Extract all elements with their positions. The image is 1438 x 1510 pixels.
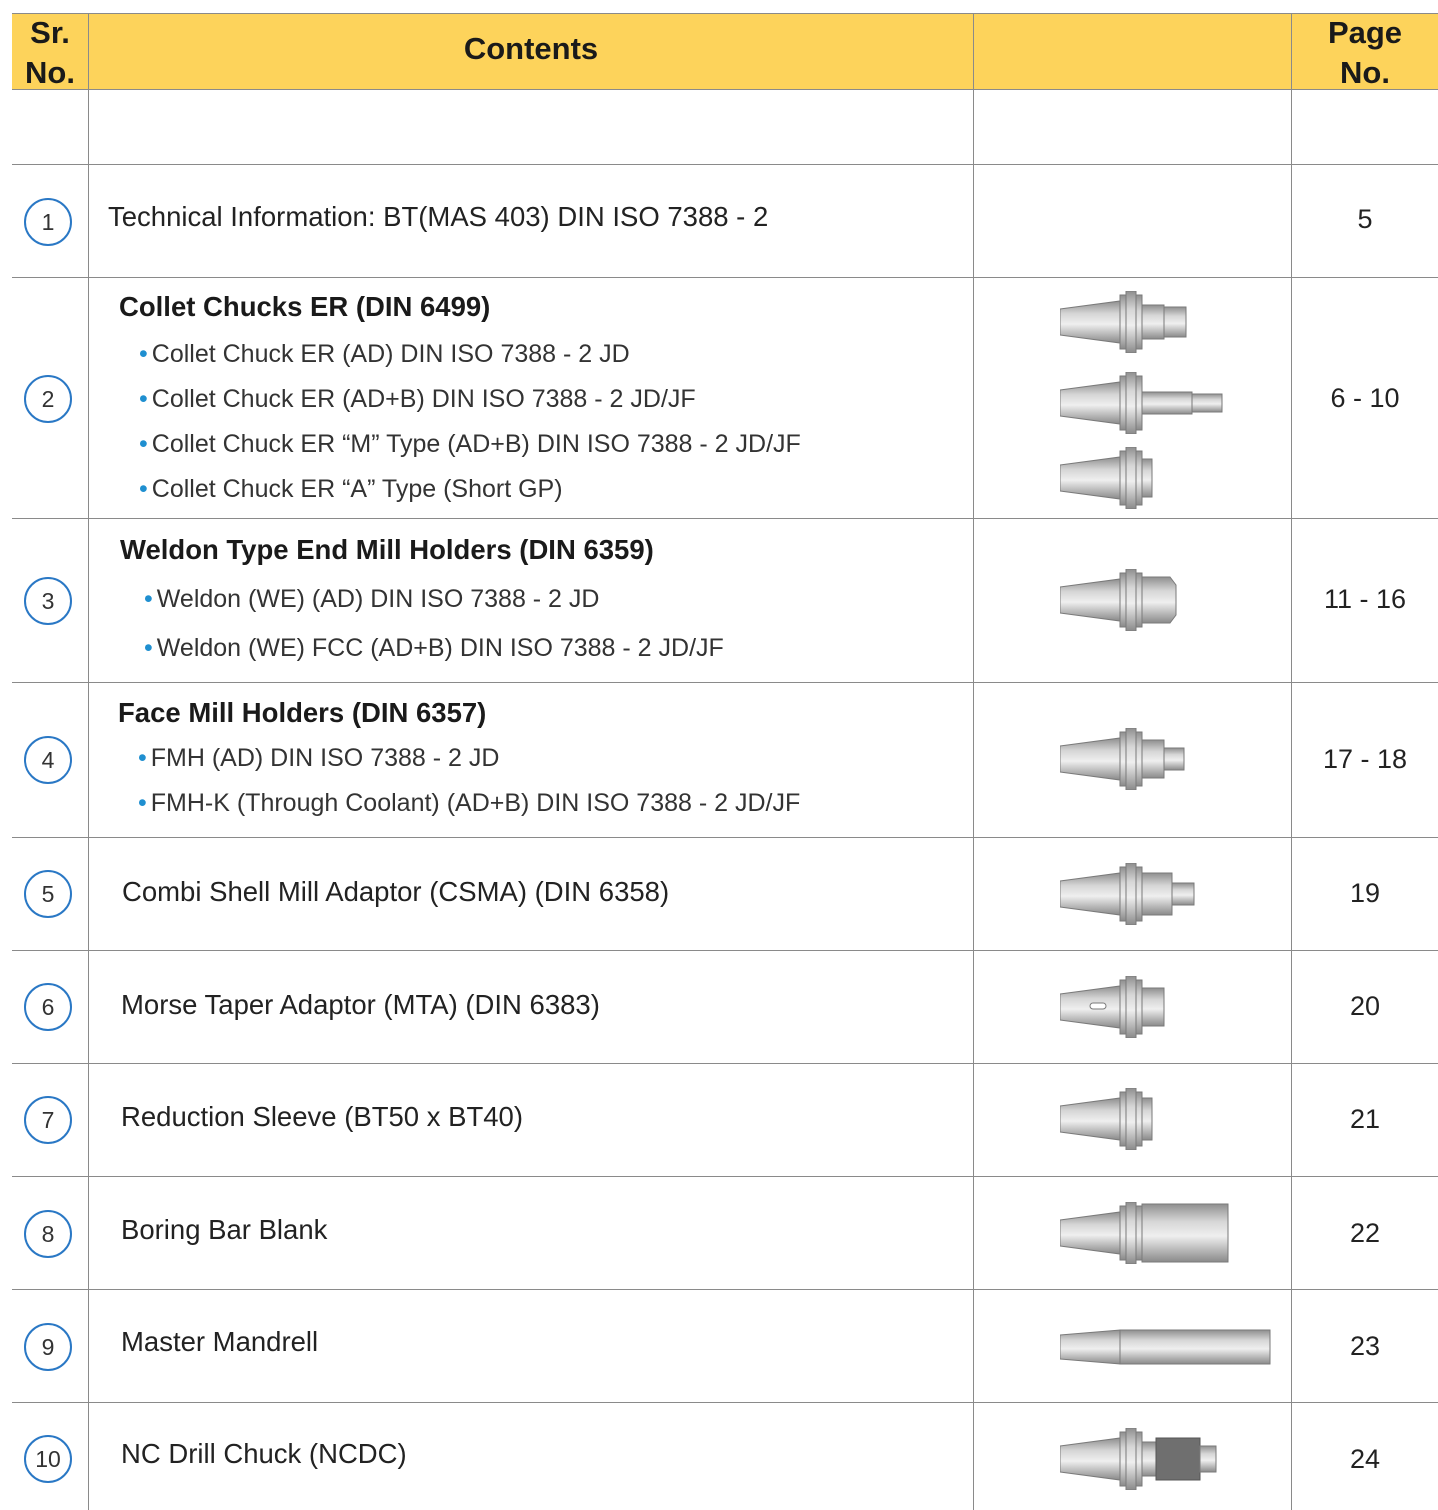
serial-number-badge: 9 xyxy=(24,1323,72,1371)
list-item-label: FMH-K (Through Coolant) (AD+B) DIN ISO 7388 - 2 JD/JF xyxy=(150,789,801,817)
serial-number-badge: 6 xyxy=(24,983,72,1031)
list-item-label: Collet Chuck ER “M” Type (AD+B) DIN ISO 7388 - 2 JD/JF xyxy=(151,430,801,458)
grid-line xyxy=(12,682,1438,683)
grid-line xyxy=(12,277,1438,278)
serial-number-badge: 10 xyxy=(24,1435,72,1483)
serial-number-badge: 7 xyxy=(24,1096,72,1144)
grid-line xyxy=(12,89,1438,90)
row-text: NC Drill Chuck (NCDC) xyxy=(121,1438,407,1469)
sr-no-header xyxy=(12,13,88,89)
sr-header-line1: Sr. xyxy=(30,15,70,50)
table-row xyxy=(12,682,1438,837)
grid-line xyxy=(12,837,1438,838)
grid-line xyxy=(12,164,1438,165)
list-item-label: Collet Chuck ER “A” Type (Short GP) xyxy=(151,475,563,503)
list-item: • Collet Chuck ER (AD) DIN ISO 7388 - 2 JD xyxy=(139,340,630,368)
table-row xyxy=(12,950,1438,1063)
collet-chuck-tool-icon xyxy=(1060,291,1190,353)
grid-line xyxy=(12,1176,1438,1177)
page-number: 19 xyxy=(1349,878,1381,908)
page-number: 6 - 10 xyxy=(1330,383,1400,413)
master-mandrell-tool-icon xyxy=(1060,1327,1275,1367)
nc-drill-chuck-tool-icon xyxy=(1060,1428,1225,1490)
page-number: 23 xyxy=(1349,1331,1381,1361)
serial-number-badge: 8 xyxy=(24,1210,72,1258)
page-number: 20 xyxy=(1349,991,1381,1021)
list-item: • Collet Chuck ER (AD+B) DIN ISO 7388 - 2 JD/JF xyxy=(139,385,696,413)
serial-number-badge: 2 xyxy=(24,375,72,423)
table-row xyxy=(12,1402,1438,1510)
list-item: • FMH-K (Through Coolant) (AD+B) DIN ISO 7388 - 2 JD/JF xyxy=(138,789,801,817)
table-row xyxy=(12,1176,1438,1289)
serial-number-badge: 4 xyxy=(24,736,72,784)
page-number: 24 xyxy=(1349,1444,1381,1474)
grid-line xyxy=(12,1289,1438,1290)
section-title: Weldon Type End Mill Holders (DIN 6359) xyxy=(120,534,654,565)
row-text: Morse Taper Adaptor (MTA) (DIN 6383) xyxy=(121,989,600,1020)
contents-header xyxy=(88,13,973,89)
row-text: Reduction Sleeve (BT50 x BT40) xyxy=(121,1101,523,1132)
contents-header-label: Contents xyxy=(463,31,599,66)
grid-line xyxy=(12,13,1438,14)
boring-bar-blank-tool-icon xyxy=(1060,1202,1235,1264)
table-row xyxy=(12,1289,1438,1402)
list-item: • FMH (AD) DIN ISO 7388 - 2 JD xyxy=(138,744,500,772)
row-text: Combi Shell Mill Adaptor (CSMA) (DIN 6358) xyxy=(122,876,670,907)
face-mill-holder-tool-icon xyxy=(1060,728,1190,790)
list-item-label: FMH (AD) DIN ISO 7388 - 2 JD xyxy=(150,744,500,772)
table-row xyxy=(12,277,1438,518)
serial-number-badge: 3 xyxy=(24,577,72,625)
list-item: • Collet Chuck ER “M” Type (AD+B) DIN ISO 7388 - 2 JD/JF xyxy=(139,430,801,458)
list-item-label: Weldon (WE) FCC (AD+B) DIN ISO 7388 - 2 JD/JF xyxy=(156,634,724,662)
table-row xyxy=(12,837,1438,950)
weldon-holder-tool-icon xyxy=(1060,569,1190,631)
list-item: • Weldon (WE) FCC (AD+B) DIN ISO 7388 - 2 JD/JF xyxy=(144,634,724,662)
serial-number-badge: 1 xyxy=(24,198,72,246)
shell-mill-adaptor-tool-icon xyxy=(1060,863,1200,925)
grid-line xyxy=(12,1063,1438,1064)
page-number: 22 xyxy=(1349,1218,1381,1248)
page-number: 17 - 18 xyxy=(1322,744,1408,774)
serial-number-badge: 5 xyxy=(24,870,72,918)
page-number: 5 xyxy=(1357,204,1373,234)
list-item-label: Collet Chuck ER (AD) DIN ISO 7388 - 2 JD xyxy=(151,340,630,368)
grid-line xyxy=(12,518,1438,519)
list-item-label: Collet Chuck ER (AD+B) DIN ISO 7388 - 2 JD/JF xyxy=(151,385,696,413)
sr-header-line2: No. xyxy=(25,55,75,90)
grid-line xyxy=(12,950,1438,951)
image-header xyxy=(973,13,1291,89)
list-item: • Weldon (WE) (AD) DIN ISO 7388 - 2 JD xyxy=(144,585,600,613)
reduction-sleeve-tool-icon xyxy=(1060,1088,1160,1150)
table-row xyxy=(12,1063,1438,1176)
section-title: Face Mill Holders (DIN 6357) xyxy=(118,697,487,728)
row-text: Technical Information: BT(MAS 403) DIN ISO 7388 - 2 xyxy=(108,201,769,232)
section-title: Collet Chucks ER (DIN 6499) xyxy=(119,291,491,322)
list-item-label: Weldon (WE) (AD) DIN ISO 7388 - 2 JD xyxy=(156,585,600,613)
table-row xyxy=(12,518,1438,682)
morse-taper-adaptor-tool-icon xyxy=(1060,976,1170,1038)
row-text: Master Mandrell xyxy=(121,1326,319,1357)
page-header-line2: No. xyxy=(1340,55,1390,90)
page-number: 11 - 16 xyxy=(1323,584,1407,614)
blank-row xyxy=(12,89,1438,164)
table-row xyxy=(12,164,1438,277)
page-header-line1: Page xyxy=(1327,15,1403,50)
page-no-header xyxy=(1291,13,1438,89)
page-number: 21 xyxy=(1349,1104,1381,1134)
table-header xyxy=(12,13,1438,89)
row-text: Boring Bar Blank xyxy=(121,1214,328,1245)
collet-chuck-long-tool-icon xyxy=(1060,372,1225,434)
grid-line xyxy=(12,1402,1438,1403)
list-item: • Collet Chuck ER “A” Type (Short GP) xyxy=(139,475,563,503)
collet-chuck-short-tool-icon xyxy=(1060,447,1160,509)
